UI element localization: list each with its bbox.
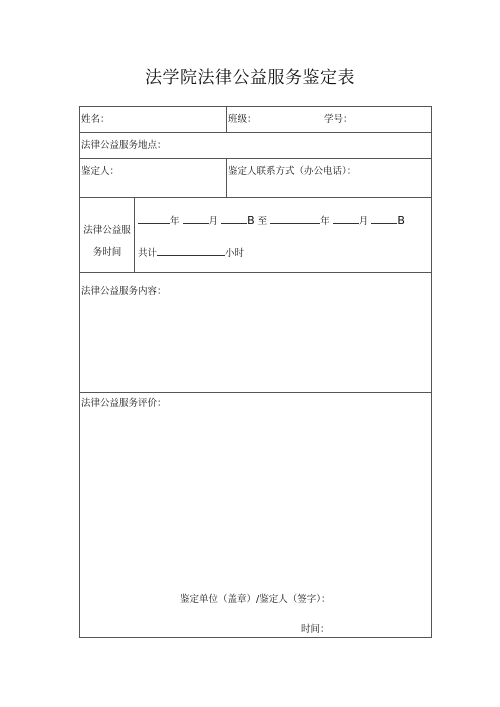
total-hours bbox=[138, 246, 244, 260]
service-location-label: 法律公益服务地点： bbox=[81, 140, 167, 151]
row-divider bbox=[80, 272, 431, 273]
hours-unit: 小时 bbox=[225, 248, 245, 259]
service-date-range bbox=[138, 214, 405, 228]
end-day-blank[interactable] bbox=[371, 214, 397, 224]
column-divider bbox=[226, 107, 227, 132]
start-month-unit: 月 bbox=[208, 216, 219, 227]
service-time-label bbox=[80, 220, 134, 264]
column-divider bbox=[226, 158, 227, 197]
column-divider bbox=[134, 197, 135, 272]
appraiser-label: 鉴定人： bbox=[81, 166, 120, 177]
class-label: 班级： bbox=[228, 114, 257, 125]
end-month-unit: 月 bbox=[358, 216, 369, 227]
time-label: 时间： bbox=[301, 624, 330, 635]
end-year-blank[interactable] bbox=[270, 214, 320, 224]
appraisal-form bbox=[79, 106, 432, 638]
page-title: 法学院法律公益服务鉴定表 bbox=[145, 68, 355, 88]
service-time-label-line2: 务时间 bbox=[92, 247, 122, 258]
end-month-blank[interactable] bbox=[333, 214, 359, 224]
start-month-blank[interactable] bbox=[183, 214, 209, 224]
row-divider bbox=[80, 392, 431, 393]
total-prefix: 共计 bbox=[138, 248, 158, 259]
start-year-blank[interactable] bbox=[138, 214, 170, 224]
student-id-label: 学号： bbox=[324, 114, 353, 125]
end-day-unit: B bbox=[397, 214, 405, 227]
start-day-unit: B bbox=[247, 214, 255, 227]
row-divider bbox=[80, 197, 431, 198]
start-day-blank[interactable] bbox=[221, 214, 247, 224]
service-content-label: 法律公益服务内容： bbox=[81, 286, 167, 297]
service-evaluation-label: 法律公益服务评价： bbox=[81, 398, 167, 409]
row-divider bbox=[80, 132, 431, 133]
name-label: 姓名： bbox=[81, 114, 110, 125]
row-divider bbox=[80, 158, 431, 159]
seal-signature-label: 鉴定单位（盖章）/鉴定人（签字）： bbox=[180, 594, 331, 605]
appraiser-contact-label: 鉴定人联系方式（办公电话）： bbox=[228, 166, 357, 177]
start-year-unit: 年 bbox=[170, 216, 180, 227]
service-time-label-line1: 法律公益服 bbox=[83, 225, 131, 236]
to-label: 至 bbox=[257, 216, 268, 227]
end-year-unit: 年 bbox=[320, 216, 330, 227]
total-hours-blank[interactable] bbox=[157, 246, 225, 256]
